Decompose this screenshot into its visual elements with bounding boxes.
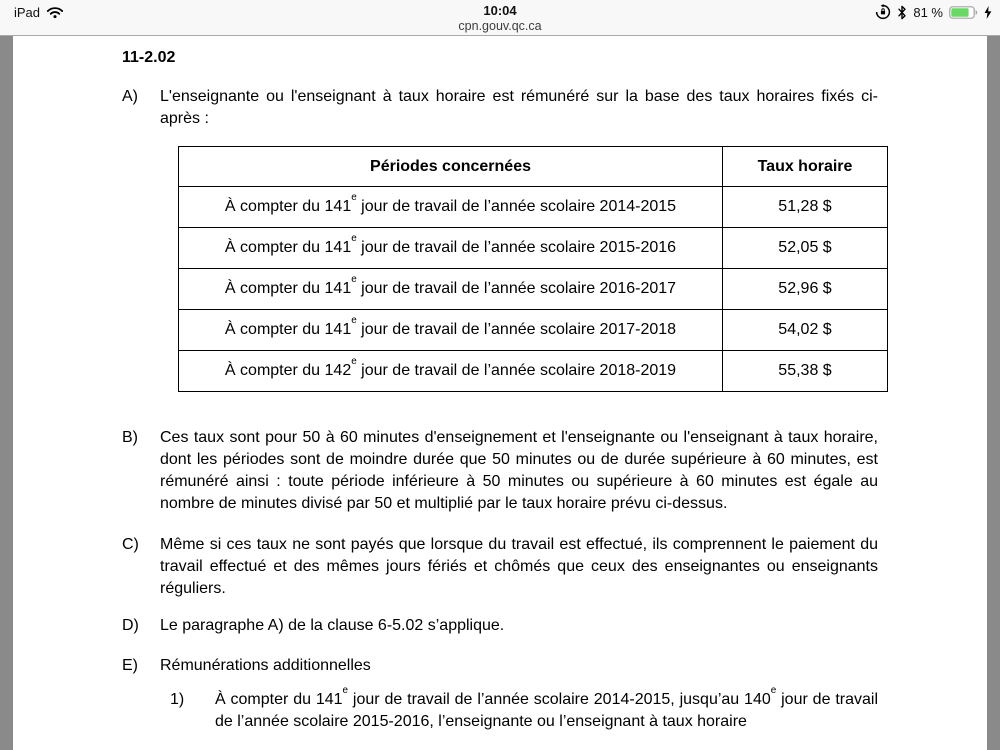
paragraph-a-text: L'enseignante ou l'enseignant à taux horaire est rémunéré sur la base des taux horaires fixés ci-après : bbox=[160, 88, 878, 127]
table-row bbox=[179, 187, 888, 228]
wifi-icon bbox=[46, 6, 64, 19]
paragraph-a bbox=[122, 86, 891, 130]
charging-bolt-icon bbox=[984, 6, 992, 19]
status-right-group bbox=[875, 4, 992, 20]
sub-item-1-text: À compter du 141e jour de travail de l’année scolaire 2014-2015, jusqu’au 140e jour de travail de l’année scolaire 2015-2016, l’enseignante ou l’enseignant à taux horaire bbox=[215, 685, 879, 730]
paragraph-b bbox=[122, 427, 891, 515]
paragraph-c-label: C) bbox=[122, 536, 139, 553]
paragraph-c-text: Même si ces taux ne sont payés que lorsque du travail est effectué, ils comprennent le paiement du travail effectué et des mêmes jours fériés et chômés que ceux des enseignantes ou enseignants réguliers. bbox=[160, 536, 878, 597]
sub-item-1 bbox=[170, 685, 891, 733]
rotation-lock-icon bbox=[875, 4, 891, 20]
rate-cell: 54,02 $ bbox=[723, 310, 888, 351]
period-cell: À compter du 141e jour de travail de l’année scolaire 2017-2018 bbox=[179, 310, 723, 351]
period-cell: À compter du 141e jour de travail de l’année scolaire 2015-2016 bbox=[179, 228, 723, 269]
site-url-label: cpn.gouv.qc.ca bbox=[458, 19, 542, 33]
status-bar bbox=[0, 0, 1000, 36]
column-header-rate: Taux horaire bbox=[723, 147, 888, 187]
period-cell: À compter du 141e jour de travail de l’année scolaire 2016-2017 bbox=[179, 269, 723, 310]
paragraph-e-label: E) bbox=[122, 657, 138, 674]
sub-item-1-label: 1) bbox=[170, 691, 185, 708]
rate-cell: 51,28 $ bbox=[723, 187, 888, 228]
paragraph-c bbox=[122, 534, 891, 600]
document-page bbox=[13, 36, 987, 750]
section-number: 11-2.02 bbox=[122, 49, 176, 66]
table-row bbox=[179, 269, 888, 310]
paragraph-d-text: Le paragraphe A) de la clause 6-5.02 s’applique. bbox=[160, 617, 505, 634]
rates-table bbox=[178, 146, 888, 392]
battery-percent-label: 81 % bbox=[913, 4, 943, 20]
clock-label: 10:04 bbox=[483, 3, 517, 18]
paragraph-b-label: B) bbox=[122, 429, 138, 446]
column-header-periods: Périodes concernées bbox=[179, 147, 723, 187]
bluetooth-icon bbox=[897, 5, 907, 20]
status-center-group bbox=[0, 0, 1000, 34]
table-row bbox=[179, 228, 888, 269]
paragraph-a-label: A) bbox=[122, 88, 138, 105]
rate-cell: 52,96 $ bbox=[723, 269, 888, 310]
rate-cell: 52,05 $ bbox=[723, 228, 888, 269]
period-cell: À compter du 142e jour de travail de l’année scolaire 2018-2019 bbox=[179, 351, 723, 392]
table-row bbox=[179, 310, 888, 351]
rate-cell: 55,38 $ bbox=[723, 351, 888, 392]
battery-icon bbox=[949, 6, 978, 19]
paragraph-d bbox=[122, 615, 891, 637]
paragraph-e-text: Rémunérations additionnelles bbox=[160, 657, 371, 674]
period-cell: À compter du 141e jour de travail de l’année scolaire 2014-2015 bbox=[179, 187, 723, 228]
pdf-viewer-scroll-area[interactable] bbox=[0, 36, 1000, 750]
device-label: iPad bbox=[14, 5, 41, 20]
table-header-row bbox=[179, 147, 888, 187]
paragraph-d-label: D) bbox=[122, 617, 139, 634]
paragraph-b-text: Ces taux sont pour 50 à 60 minutes d'enseignement et l'enseignante ou l'enseignant à taux horaire, dont les périodes sont de moindre durée que 50 minutes ou de durée supérieure à 60 minutes, est rémunéré ainsi : toute période inférieure à 50 minutes ou supérieure à 60 minutes est égale au nombre de minutes divisé par 50 et multiplié par le taux horaire prévu ci-dessus. bbox=[160, 429, 878, 512]
paragraph-e bbox=[122, 655, 891, 677]
table-row bbox=[179, 351, 888, 392]
status-left-group bbox=[14, 5, 64, 20]
